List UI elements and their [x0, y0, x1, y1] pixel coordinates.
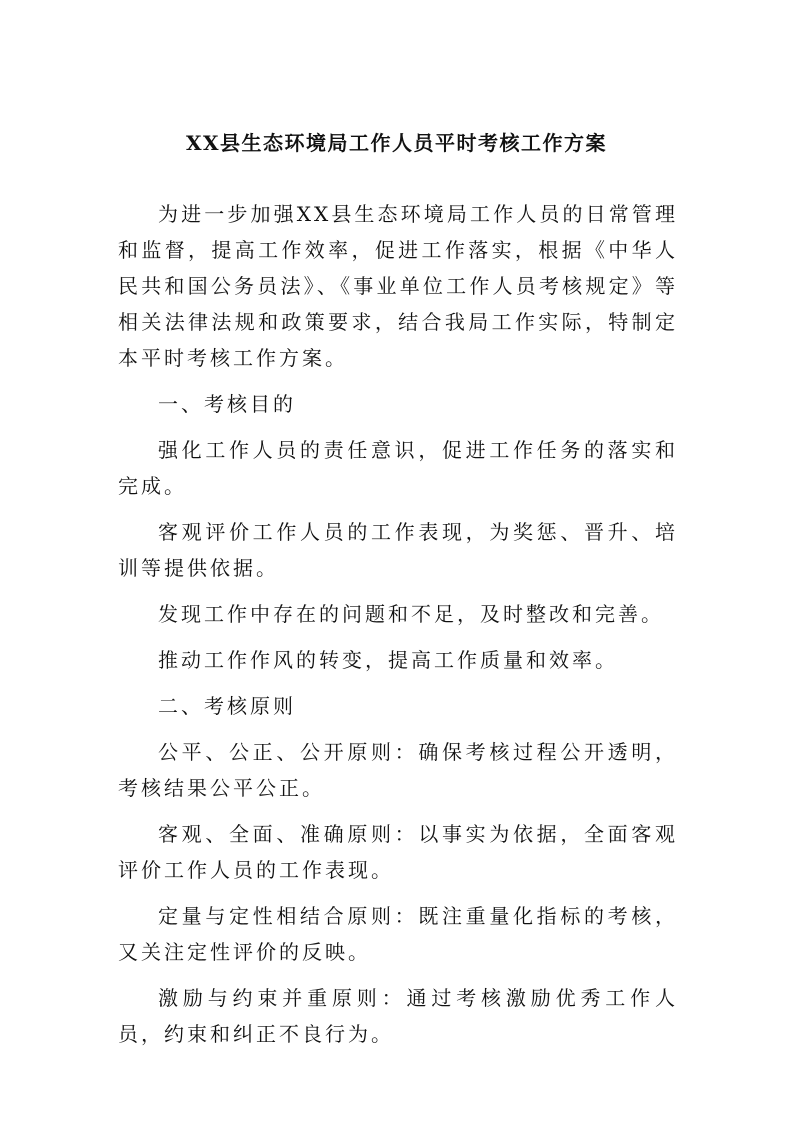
section-heading-purpose: 一、考核目的 [158, 392, 296, 416]
document-title: XX县生态环境局工作人员平时考核工作方案 [185, 131, 608, 155]
section-heading-principles: 二、考核原则 [158, 694, 296, 718]
purpose-item: 客观评价工作人员的工作表现，为奖惩、晋升、培训等提供依据。 [118, 520, 678, 580]
principle-item: 定量与定性相结合原则：既注重量化指标的考核，又关注定性评价的反映。 [118, 904, 678, 964]
principle-item: 激励与约束并重原则：通过考核激励优秀工作人员，约束和纠正不良行为。 [118, 986, 678, 1046]
principle-item: 公平、公正、公开原则：确保考核过程公开透明，考核结果公平公正。 [118, 740, 678, 800]
intro-paragraph: 为进一步加强XX县生态环境局工作人员的日常管理和监督，提高工作效率，促进工作落实，根据《中华人民共和国公务员法》、《事业单位工作人员考核规定》等相关法律法规和政策要求，结合我局工作实际，特制定本平时考核工作方案。 [118, 202, 678, 370]
purpose-item: 发现工作中存在的问题和不足，及时整改和完善。 [158, 602, 664, 626]
principle-item: 客观、全面、准确原则：以事实为依据，全面客观评价工作人员的工作表现。 [118, 822, 678, 882]
purpose-item: 推动工作作风的转变，提高工作质量和效率。 [158, 648, 618, 672]
document-body [118, 196, 678, 1062]
purpose-item: 强化工作人员的责任意识，促进工作任务的落实和完成。 [118, 438, 678, 498]
